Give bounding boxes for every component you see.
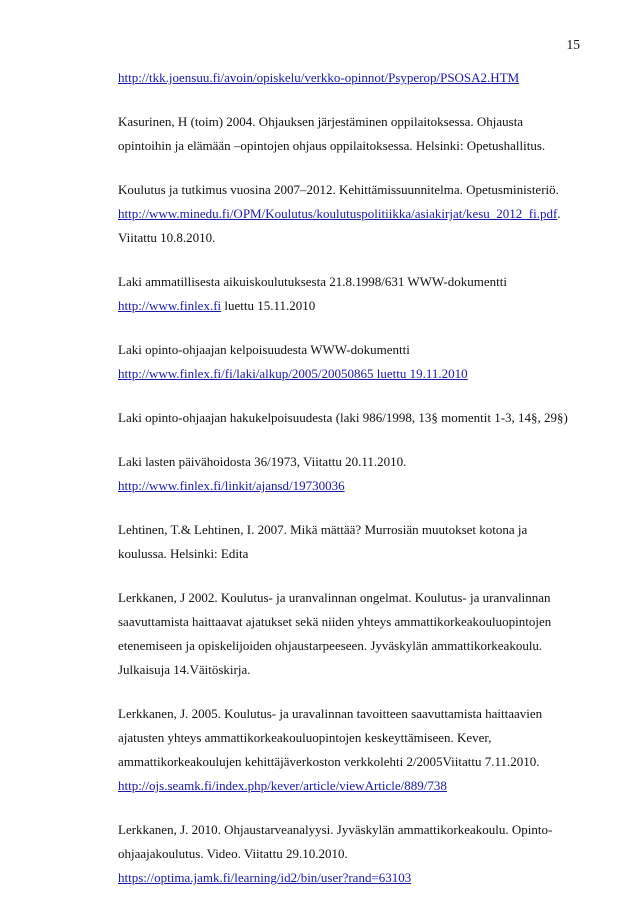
reference-link[interactable]: http://www.finlex.fi	[118, 298, 222, 313]
reference-line	[118, 702, 598, 726]
reference-entry	[118, 818, 598, 890]
reference-line	[118, 818, 598, 842]
reference-text: Lerkkanen, J. 2010. Ohjaustarveanalyysi. Jyväskylän ammattikorkeakoulu. Opinto-	[118, 822, 553, 837]
reference-text: ajatusten yhteys ammattikorkeakouluopintojen keskeyttämiseen. Kever,	[118, 730, 492, 745]
reference-text: Julkaisuja 14.Väitöskirja.	[118, 662, 251, 677]
reference-entry	[118, 450, 598, 498]
reference-link[interactable]: http://www.finlex.fi/linkit/ajansd/19730036	[118, 478, 345, 493]
reference-entry	[118, 270, 598, 318]
reference-line	[118, 450, 598, 474]
reference-text: Laki opinto-ohjaajan kelpoisuudesta WWW-dokumentti	[118, 342, 410, 357]
reference-text: opintoihin ja elämään –opintojen ohjaus oppilaitoksessa. Helsinki: Opetushallitus.	[118, 138, 546, 153]
reference-entry	[118, 586, 598, 682]
reference-line	[118, 866, 598, 890]
reference-entry	[118, 66, 598, 90]
reference-line	[118, 270, 598, 294]
reference-line	[118, 202, 598, 226]
reference-text: Lehtinen, T.& Lehtinen, I. 2007. Mikä mättää? Murrosiän muutokset kotona ja	[118, 522, 528, 537]
reference-text: Lerkkanen, J. 2005. Koulutus- ja uravalinnan tavoitteen saavuttamista haittaavien	[118, 706, 543, 721]
reference-text: Laki opinto-ohjaajan hakukelpoisuudesta (laki 986/1998, 13§ momentit 1-3, 14§, 29§)	[118, 410, 568, 425]
reference-line	[118, 362, 598, 386]
reference-line	[118, 294, 598, 318]
reference-text: Kasurinen, H (toim) 2004. Ohjauksen järjestäminen oppilaitoksessa. Ohjausta	[118, 114, 524, 129]
reference-entry	[118, 518, 598, 566]
reference-text: .	[557, 206, 561, 221]
reference-text: ammattikorkeakoulujen kehittäjäverkoston verkkolehti 2/2005Viitattu 7.11.2010.	[118, 754, 540, 769]
reference-line	[118, 542, 598, 566]
reference-text: Viitattu 10.8.2010.	[118, 230, 216, 245]
reference-text: ohjaajakoulutus. Video. Viitattu 29.10.2010.	[118, 846, 348, 861]
reference-entry	[118, 702, 598, 798]
reference-line	[118, 774, 598, 798]
reference-text: luettu 15.11.2010	[221, 298, 316, 313]
reference-entry	[118, 406, 598, 430]
reference-text: koulussa. Helsinki: Edita	[118, 546, 249, 561]
reference-line	[118, 842, 598, 866]
reference-text: Laki ammatillisesta aikuiskoulutuksesta 21.8.1998/631 WWW-dokumentti	[118, 274, 507, 289]
reference-text: etenemiseen ja opiskelijoiden ohjaustarpeeseen. Jyväskylän ammattikorkeakoulu.	[118, 638, 543, 653]
reference-line	[118, 610, 598, 634]
reference-line	[118, 66, 598, 90]
reference-line	[118, 474, 598, 498]
reference-line	[118, 134, 598, 158]
reference-link[interactable]: https://optima.jamk.fi/learning/id2/bin/user?rand=63103	[118, 870, 412, 885]
reference-line	[118, 586, 598, 610]
reference-line	[118, 406, 598, 430]
reference-text: Laki lasten päivähoidosta 36/1973, Viitattu 20.11.2010.	[118, 454, 407, 469]
reference-line	[118, 726, 598, 750]
reference-line	[118, 178, 598, 202]
reference-list	[118, 66, 598, 910]
reference-line	[118, 750, 598, 774]
reference-line	[118, 226, 598, 250]
reference-line	[118, 634, 598, 658]
reference-line	[118, 518, 598, 542]
reference-text: saavuttamista haittaavat ajatukset sekä niiden yhteys ammattikorkeakouluopintojen	[118, 614, 552, 629]
reference-line	[118, 110, 598, 134]
reference-line	[118, 338, 598, 362]
reference-entry	[118, 338, 598, 386]
reference-link[interactable]: http://ojs.seamk.fi/index.php/kever/article/viewArticle/889/738	[118, 778, 447, 793]
reference-link[interactable]: http://tkk.joensuu.fi/avoin/opiskelu/verkko-opinnot/Psyperop/PSOSA2.HTM	[118, 70, 520, 85]
reference-entry	[118, 110, 598, 158]
page-number: 15	[566, 37, 580, 52]
reference-line	[118, 658, 598, 682]
reference-entry	[118, 178, 598, 250]
reference-link[interactable]: http://www.finlex.fi/fi/laki/alkup/2005/20050865 luettu 19.11.2010	[118, 366, 468, 381]
reference-text: Lerkkanen, J 2002. Koulutus- ja uranvalinnan ongelmat. Koulutus- ja uranvalinnan	[118, 590, 551, 605]
reference-text: Koulutus ja tutkimus vuosina 2007–2012. Kehittämissuunnitelma. Opetusministeriö.	[118, 182, 559, 197]
reference-link[interactable]: http://www.minedu.fi/OPM/Koulutus/koulutuspolitiikka/asiakirjat/kesu_2012_fi.pdf	[118, 206, 558, 221]
